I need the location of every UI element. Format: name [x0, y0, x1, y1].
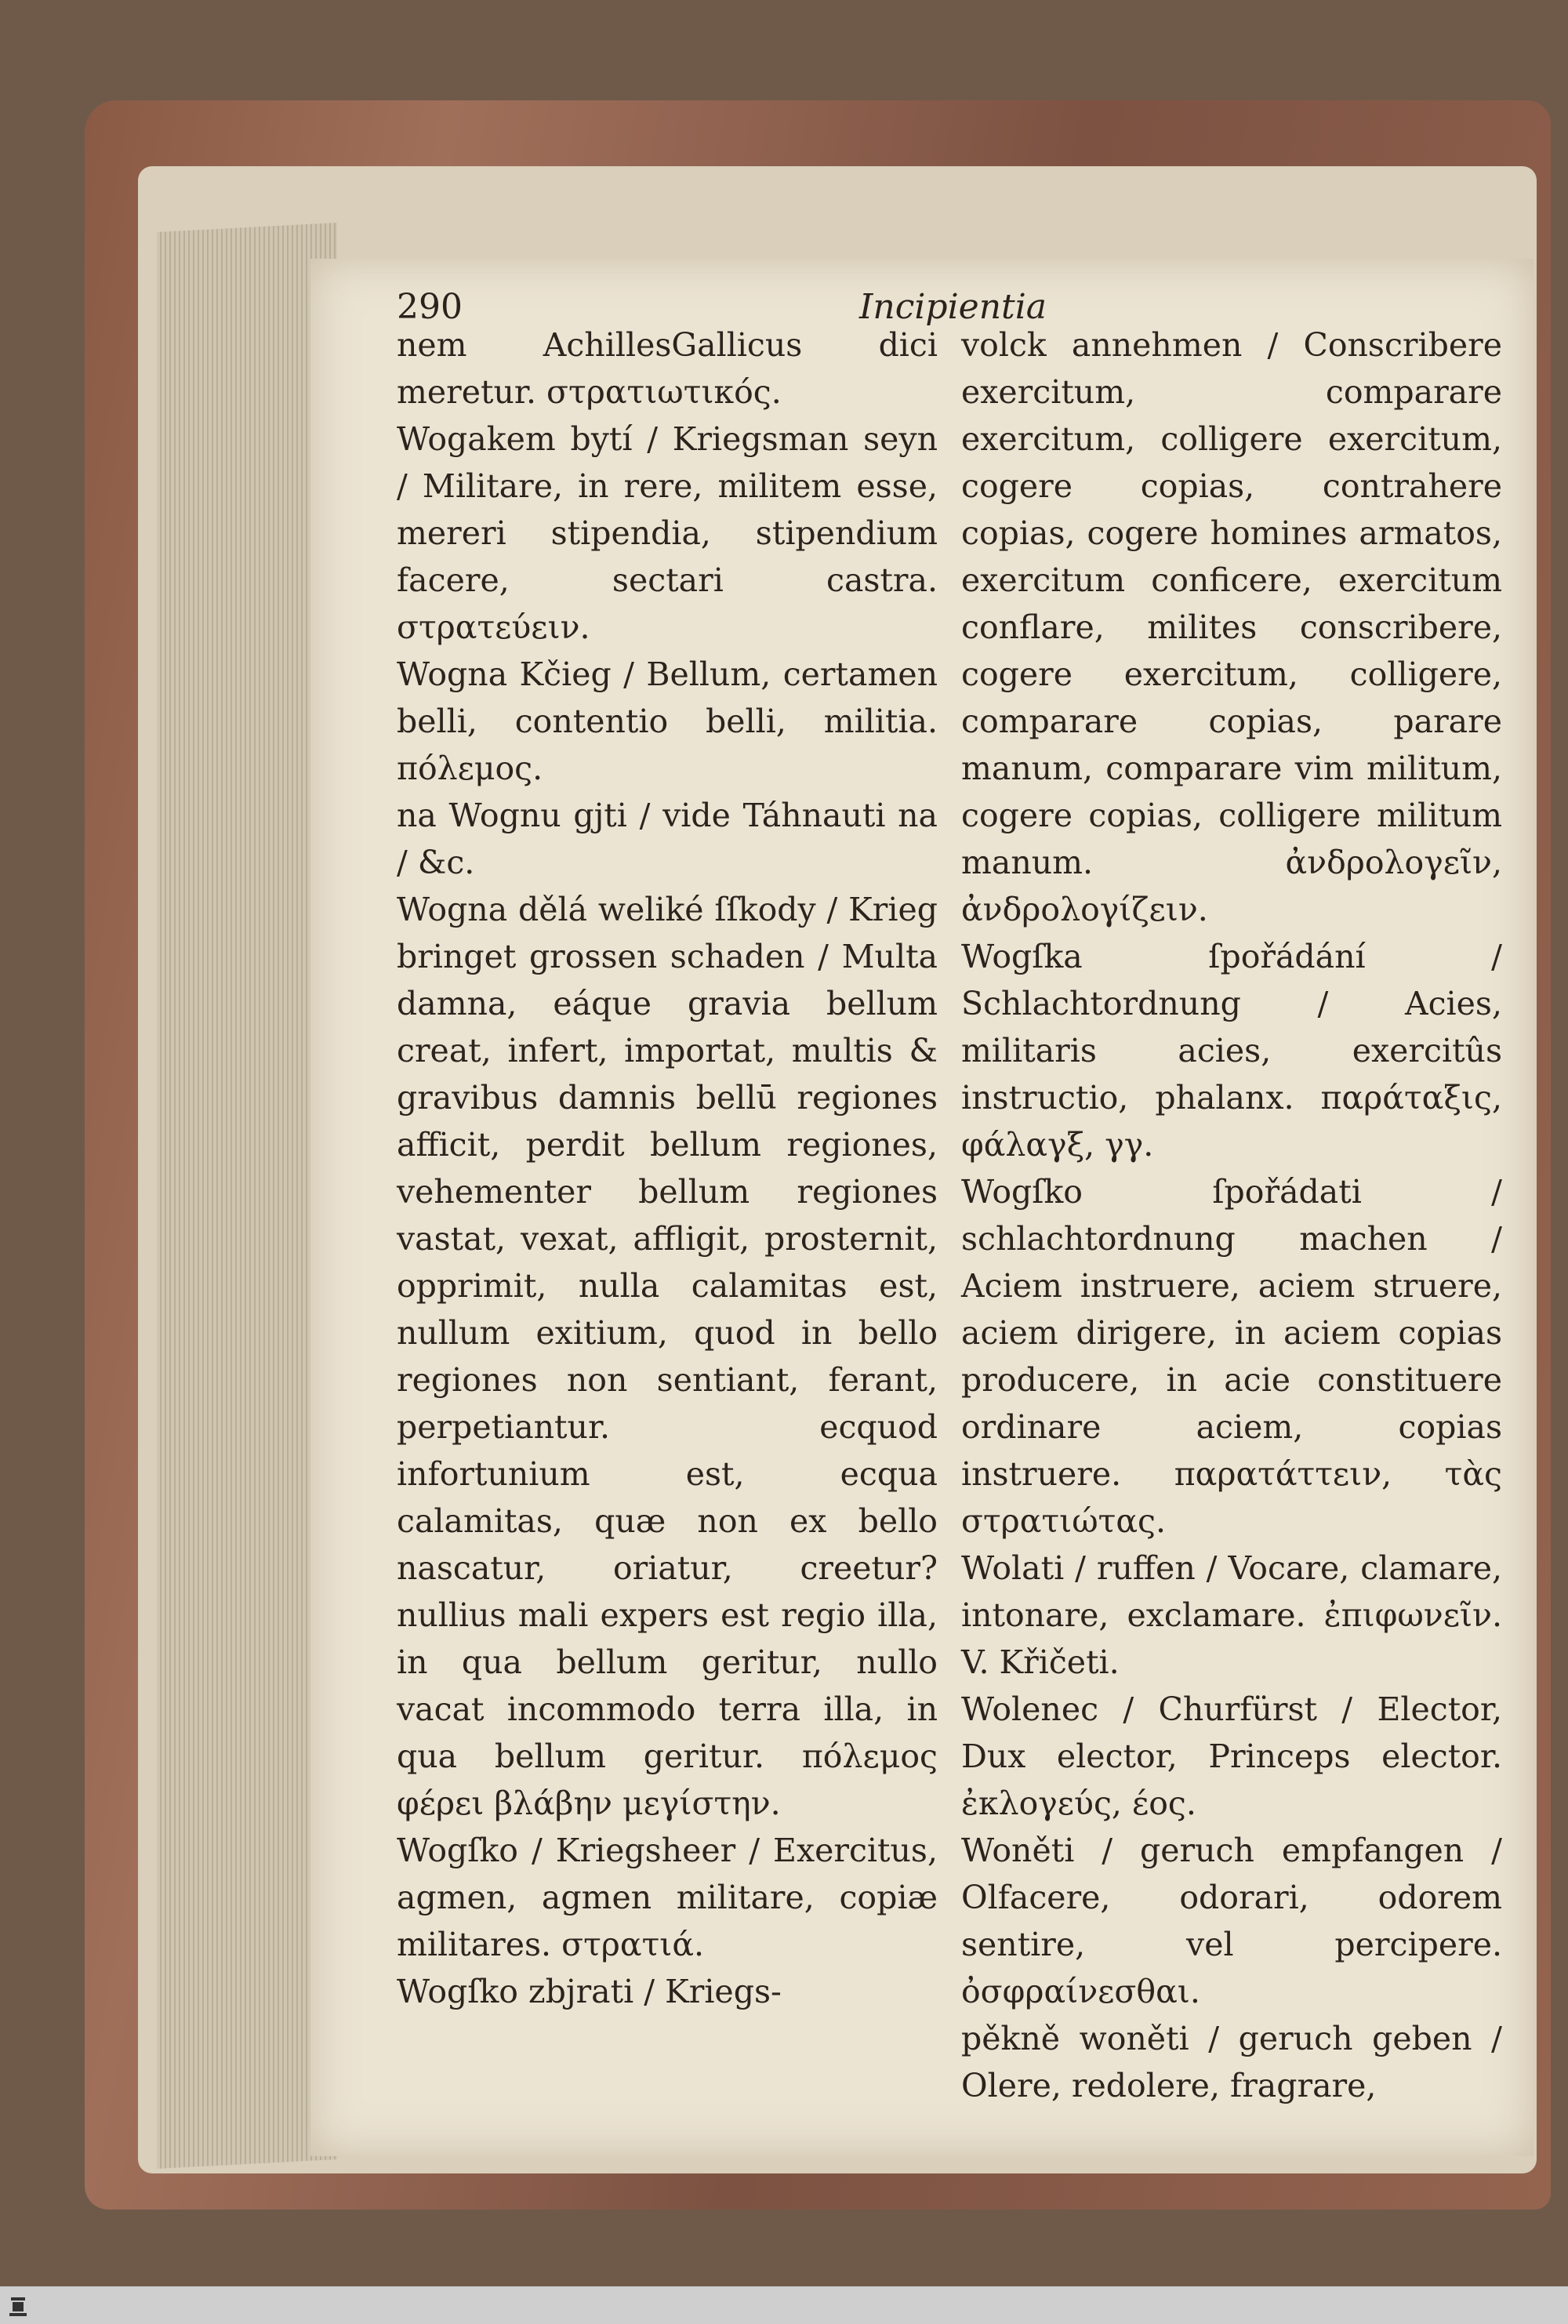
right-column: [961, 321, 1502, 2109]
dictionary-entry: volck annehmen / Conscribere exercitum, comparare exercitum, colligere exercitum, cogere copias, contrahere copias, cogere homines armatos, exercitum conficere, exercitum conflare, milites conscribere, cogere exercitum, colligere, comparare copias, parare manum, comparare vim militum, cogere copias, colligere militum manum. ἀνδρολογεῖν, ἀνδρολογίζειν.: [961, 326, 1502, 928]
dictionary-entry: Wogna Kčieg / Bellum, certamen belli, contentio belli, militia. πόλεμος.: [397, 655, 938, 787]
running-title: Incipientia: [859, 287, 1047, 327]
dictionary-entry: Wolenec / Churfürst / Elector, Dux elector, Princeps elector. ἐκλογεύς, έος.: [961, 1690, 1502, 1822]
dictionary-entry: nem AchillesGallicus dici meretur. στρατιωτικός.: [397, 326, 938, 411]
viewer-footer-bar: [0, 2286, 1568, 2324]
dictionary-entry: Wogſko ſpořádati / schlachtordnung machen / Aciem instruere, aciem struere, aciem dirigere, in aciem copias producere, in acie constituere ordinare aciem, copias instruere. παρατάττειν, τὰς στρατιώτας.: [961, 1173, 1502, 1540]
dictionary-entry: Wogna dělá weliké ſſkody / Krieg bringet grossen schaden / Multa damna, eáque gravia bellum creat, infert, importat, multis & gravibus damnis bellū regiones afficit, perdit bellum regiones, vehementer bellum regiones vastat, vexat, affligit, prosternit, opprimit, nulla calamitas est, nullum exitium, quod in bello regiones non sentiant, ferant, perpetiantur. ecquod infortunium est, ecqua calamitas, quæ non ex bello nascatur, oriatur, creetur? nullius mali expers est regio illa, in qua bellum geritur, nullo vacat incommodo terra illa, in qua bellum geritur. πόλεμος φέρει βλάβην μεγίστην.: [397, 891, 938, 1822]
book-page: [310, 259, 1534, 2156]
dictionary-entry: na Wognu gjti / vide Táhnauti na / &c.: [397, 797, 938, 881]
dictionary-entry: Woněti / geruch empfangen / Olfacere, odorari, odorem sentire, vel percipere. ὀσφραίνεσθαι.: [961, 1832, 1502, 2010]
dictionary-entry: Wogſko / Kriegsheer / Exercitus, agmen, agmen militare, copiæ militares. στρατιά.: [397, 1832, 938, 1963]
dictionary-entry: Wolati / ruffen / Vocare, clamare, intonare, exclamare. ἐπιφωνεῖν. V. Křičeti.: [961, 1549, 1502, 1681]
dictionary-entry: Wogakem bytí / Kriegsman seyn / Militare, in rere, militem esse, mereri stipendia, stipendium facere, sectari castra. στρατεύειν.: [397, 420, 938, 646]
dictionary-entry: pěkně woněti / geruch geben / Olere, redolere, fragrare,: [961, 2020, 1502, 2104]
dictionary-entry: Wogſko zbjrati / Kriegs-: [397, 1973, 782, 2010]
dictionary-entry: Wogſka ſpořádání / Schlachtordnung / Acies, militaris acies, exercitûs instructio, phalanx. παράταξις, φάλαγξ, γγ.: [961, 938, 1502, 1164]
library-crest-icon: [8, 2296, 28, 2319]
page-number: 290: [397, 287, 463, 327]
left-column: [397, 321, 938, 2015]
